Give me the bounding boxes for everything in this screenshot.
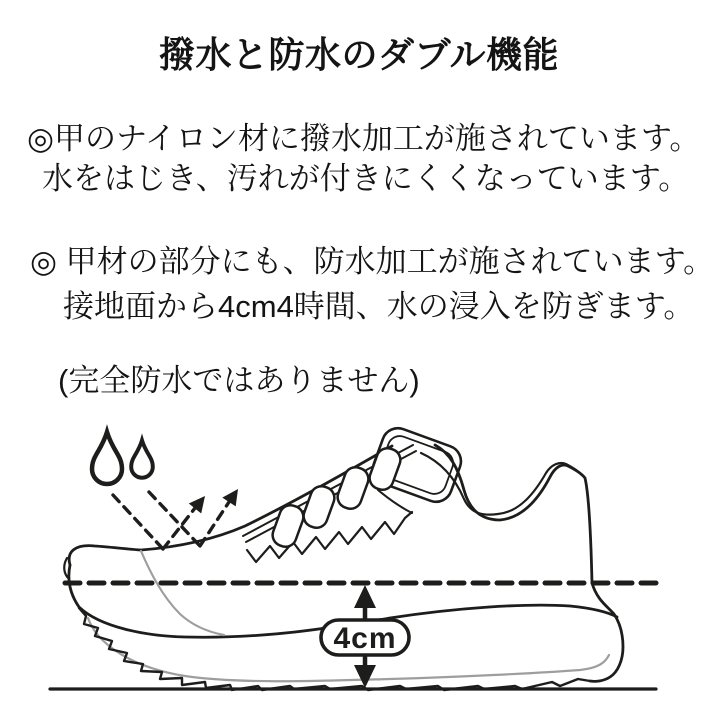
- para2-line1: ◎ 甲材の部分にも、防水加工が施されています。: [30, 244, 715, 279]
- measurement-label: 4cm: [333, 622, 397, 655]
- note-text: (完全防水ではありません): [58, 363, 420, 398]
- para1-line1: ◎甲のナイロン材に撥水加工が施されています。: [27, 121, 701, 156]
- measurement-badge: [321, 620, 409, 655]
- para1-line2: 水をはじき、汚れが付きにくくなっています。: [42, 161, 690, 196]
- water-drop-icon: [92, 432, 153, 484]
- page-title: 撥水と防水のダブル機能: [158, 34, 560, 75]
- bounce-arrow-icon: [113, 489, 238, 549]
- para2-line2: 接地面から4cm4時間、水の浸入を防ぎます。: [63, 289, 695, 324]
- shoe-waterproof-illustration: [0, 420, 718, 718]
